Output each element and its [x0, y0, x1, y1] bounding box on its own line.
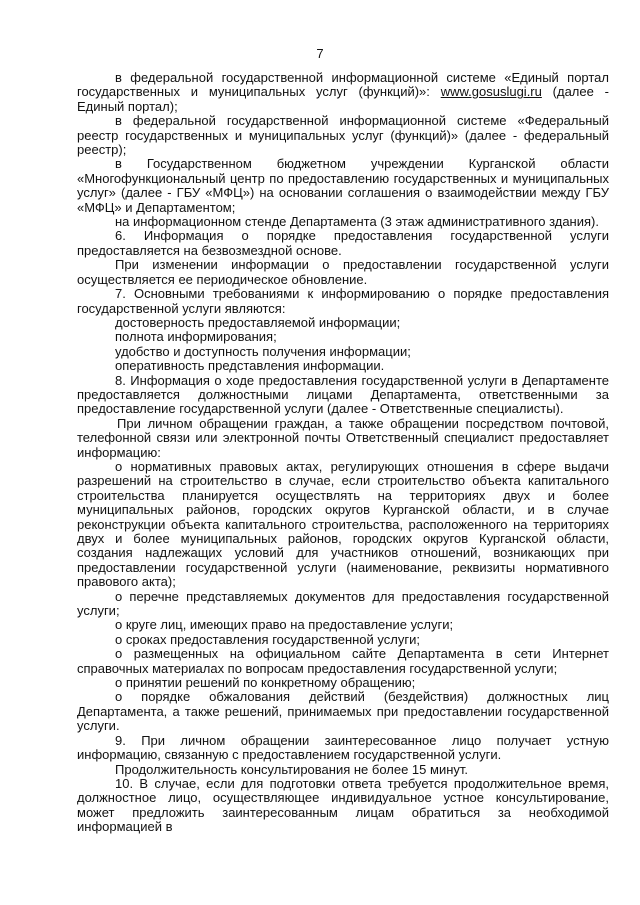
gosuslugi-link[interactable]: www.gosuslugi.ru [440, 84, 542, 100]
paragraph-18: Продолжительность консультирования не более 15 минут. [115, 761, 469, 777]
paragraph-2: в федеральной государственной информационной системе «Федеральный реестр государственных и муниципальных услуг (функций)» (далее - федеральный реестр); [77, 113, 609, 158]
paragraph-1-pre: в федеральной государственной информационной системе «Единый портал государственных и муниципальных услуг (функций)»: [77, 70, 609, 100]
paragraph-1 [77, 71, 609, 114]
paragraph-8: 8. Информация о ходе предоставления государственной услуги в Департаменте предоставляется должностными лицами Департамента, ответственными за предоставление государственной услуги (далее - Ответственные специалисты). [77, 372, 609, 417]
paragraph-15: о принятии решений по конкретному обращению; [115, 675, 416, 691]
list-item-convenience: удобство и доступность получения информации; [115, 343, 411, 359]
paragraph-12: о круге лиц, имеющих право на предоставление услуги; [115, 617, 454, 633]
paragraph-16: о порядке обжалования действий (бездействия) должностных лиц Департамента, а также решений, принимаемых при предоставлении государственной услуги. [77, 689, 609, 734]
paragraph-10: о нормативных правовых актах, регулирующих отношения в сфере выдачи разрешений на строительство в случае, если строительство объекта капитального строительства планируется осуществлять на территориях двух и более муниципальных районов, городских округов Курганской области, и в случае реконструкции объекта капитального строительства, расположенного на территориях двух и более муниципальных районов, городских округов Курганской области, создания надлежащих условий для участников отношений, возникающих при предоставлении государственной услуги (наименование, реквизиты нормативного правового акта); [77, 458, 609, 590]
paragraph-1-post: (далее - Единый портал); [77, 84, 609, 114]
list-item-promptness: оперативность представления информации. [115, 358, 385, 374]
paragraph-9: При личном обращении граждан, а также обращении посредством почтовой, телефонной связи или электронной почты Ответственный специалист предоставляет информацию: [77, 415, 609, 460]
paragraph-11: о перечне представляемых документов для предоставления государственной услуги; [77, 588, 609, 619]
list-item-completeness: полнота информирования; [115, 329, 277, 345]
paragraph-6: При изменении информации о предоставлении государственной услуги осуществляется ее периодическое обновление. [77, 257, 609, 287]
paragraph-7: 7. Основными требованиями к информированию о порядке предоставления государственной услуги являются: [77, 286, 609, 316]
paragraph-3: в Государственном бюджетном учреждении Курганской области «Многофункциональный центр по предоставлению государственных и муниципальных услуг» (далее - ГБУ «МФЦ») на основании соглашения о взаимодействии между ГБУ «МФЦ» и Департаментом; [77, 156, 609, 215]
paragraph-19: 10. В случае, если для подготовки ответа требуется продолжительное время, должностное лицо, осуществляющее индивидуальное устное консультирование, может предложить заинтересованным лицам обратиться за необходимой информацией в [77, 775, 609, 835]
page-number: 7 [316, 46, 324, 61]
paragraph-5: 6. Информация о порядке предоставления государственной услуги предоставляется на безвозмездной основе. [77, 228, 609, 258]
paragraph-13: о сроках предоставления государственной услуги; [115, 631, 420, 647]
paragraph-4: на информационном стенде Департамента (3 этаж административного здания). [115, 214, 599, 230]
document-body [77, 71, 609, 835]
paragraph-17: 9. При личном обращении заинтересованное лицо получает устную информацию, связанную с предоставлением государственной услуги. [77, 732, 609, 763]
list-item-reliability: достоверность предоставляемой информации; [115, 314, 401, 330]
paragraph-14: о размещенных на официальном сайте Департамента в сети Интернет справочных материалах по вопросам предоставления государственной услуги; [77, 646, 609, 676]
